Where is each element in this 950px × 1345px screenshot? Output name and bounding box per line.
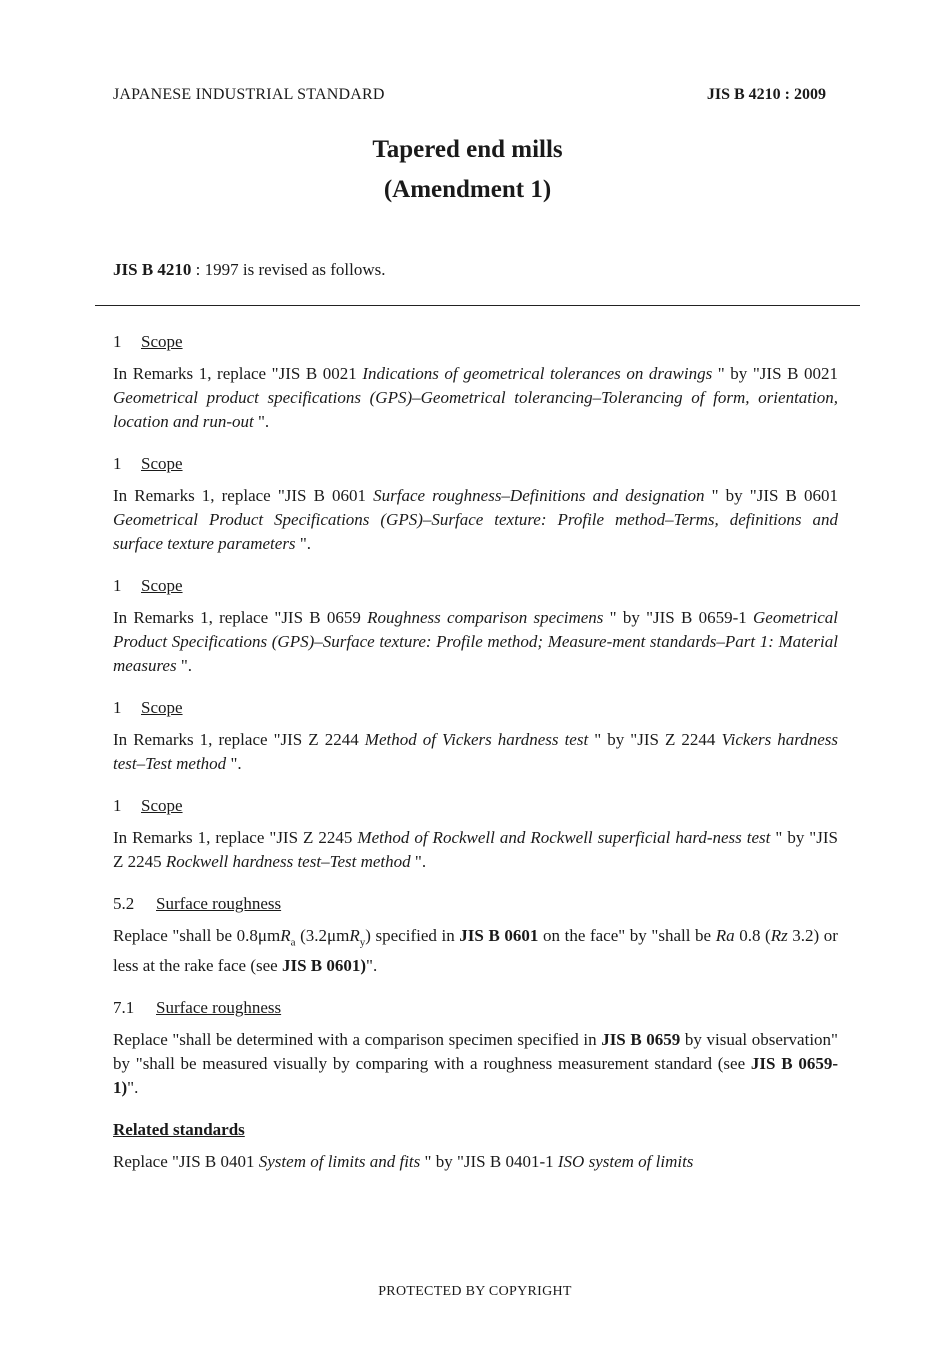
section-heading xyxy=(113,696,838,720)
section-heading xyxy=(113,996,838,1020)
copyright-footer: PROTECTED BY COPYRIGHT xyxy=(378,1284,572,1299)
intro-statement xyxy=(113,260,386,280)
standard-title-old: System of limits and fits xyxy=(258,1152,421,1172)
related-standards-heading: Related standards xyxy=(113,1120,245,1140)
section-heading xyxy=(113,892,838,916)
text-run: Replace "JIS B 0401 xyxy=(113,1152,259,1172)
section-paragraph xyxy=(113,826,838,874)
standard-reference: JIS B 0659-1) xyxy=(113,1054,838,1098)
text-run: " by "JIS B 0401-1 xyxy=(420,1152,558,1172)
text-run: In Remarks 1, replace "JIS B 0021 xyxy=(113,364,363,383)
symbol-subscript: y xyxy=(359,936,366,949)
section-heading xyxy=(113,330,838,354)
symbol-ra: Ra xyxy=(715,926,735,945)
document-body xyxy=(113,330,838,1192)
symbol-rz: Rz xyxy=(770,926,788,945)
standard-title-new: Geometrical Product Specifications (GPS)–Surface texture: Profile method–Terms, definitions and surface texture parameters xyxy=(113,510,838,553)
symbol-r: R xyxy=(280,926,291,945)
section-heading xyxy=(113,574,838,598)
text-run: 0.8 ( xyxy=(734,926,771,945)
section-name: Scope xyxy=(141,698,183,717)
header-divider xyxy=(95,305,860,306)
text-run: (3.2μm xyxy=(295,926,350,945)
text-run: by visual observation" by "shall be measured visually by comparing with a roughness measurement standard (see xyxy=(113,1030,838,1074)
section-number: 7.1 xyxy=(113,998,135,1018)
text-run: In Remarks 1, replace "JIS Z 2245 xyxy=(113,828,358,847)
section-name: Surface roughness xyxy=(156,894,282,913)
scope-section-1 xyxy=(113,330,838,434)
standard-title-old: Surface roughness–Definitions and designation xyxy=(373,486,705,505)
text-run: In Remarks 1, replace "JIS Z 2244 xyxy=(113,730,365,749)
standard-title-new: ISO system of limits xyxy=(557,1152,694,1172)
text-run: ". xyxy=(410,852,427,871)
section-paragraph xyxy=(113,1150,838,1174)
text-run: ". xyxy=(176,656,193,675)
section-paragraph xyxy=(113,484,838,556)
section-paragraph xyxy=(113,1028,838,1100)
section-name: Scope xyxy=(141,332,183,351)
standard-title-old: Roughness comparison specimens xyxy=(367,608,604,627)
text-run: ". xyxy=(295,534,312,553)
standard-reference: JIS B 0659 xyxy=(601,1030,681,1050)
section-name: Surface roughness xyxy=(156,998,282,1018)
standard-reference: JIS B 0601 xyxy=(459,926,539,945)
related-standards-section xyxy=(113,1118,838,1174)
intro-code: JIS B 4210 xyxy=(113,260,192,279)
section-paragraph xyxy=(113,924,838,978)
document-subtitle: (Amendment 1) xyxy=(383,176,552,203)
scope-section-4 xyxy=(113,696,838,776)
section-number: 1 xyxy=(113,796,122,815)
symbol-r: R xyxy=(349,926,360,945)
text-run: Replace "shall be determined with a comparison specimen specified in xyxy=(113,1030,602,1050)
text-run: 3.2) or less at the rake face (see xyxy=(113,926,838,976)
section-paragraph xyxy=(113,728,838,776)
text-run: " by "JIS B 0601 xyxy=(704,486,838,505)
document-title: Tapered end mills xyxy=(372,136,563,163)
section-heading xyxy=(113,794,838,818)
text-run: ". xyxy=(366,956,378,976)
section-paragraph xyxy=(113,362,838,434)
text-run: ". xyxy=(226,754,242,773)
symbol-subscript: a xyxy=(290,936,296,949)
text-run: In Remarks 1, replace "JIS B 0601 xyxy=(113,486,374,505)
standard-title-old: Indications of geometrical tolerances on drawings xyxy=(362,364,713,383)
text-run: " by "JIS Z 2244 xyxy=(588,730,722,749)
scope-section-5 xyxy=(113,794,838,874)
standard-title-new: Geometrical Product Specifications (GPS)–Surface texture: Profile method; Measure-ment standards–Part 1: Material measures xyxy=(113,608,838,675)
scope-section-2 xyxy=(113,452,838,556)
text-run: In Remarks 1, replace "JIS B 0659 xyxy=(113,608,368,627)
surface-roughness-section-7-1 xyxy=(113,996,838,1100)
scope-section-3 xyxy=(113,574,838,678)
section-name: Scope xyxy=(141,454,183,473)
standard-title-new: Geometrical product specifications (GPS)–Geometrical tolerancing–Tolerancing of form, orientation, location and run-out xyxy=(113,388,838,431)
section-number: 1 xyxy=(113,454,122,473)
section-name: Scope xyxy=(141,576,183,595)
standard-title-new: Rockwell hardness test–Test method xyxy=(165,852,411,871)
section-name: Scope xyxy=(141,796,183,815)
intro-text: : 1997 is revised as follows. xyxy=(191,260,386,279)
section-number: 1 xyxy=(113,698,122,717)
text-run: ". xyxy=(253,412,270,431)
text-run: ". xyxy=(127,1078,139,1098)
header-standard-label: JAPANESE INDUSTRIAL STANDARD xyxy=(113,86,385,103)
surface-roughness-section-5-2 xyxy=(113,892,838,978)
section-paragraph xyxy=(113,606,838,678)
text-run: ) specified in xyxy=(365,926,460,945)
standard-title-new: Vickers hardness test–Test method xyxy=(113,730,838,773)
text-run: on the face" by "shall be xyxy=(538,926,716,945)
header-standard-code: JIS B 4210 : 2009 xyxy=(706,86,826,103)
standard-reference: JIS B 0601) xyxy=(281,956,367,976)
text-run: Replace "shall be 0.8μm xyxy=(113,926,281,945)
text-run: " by "JIS Z 2245 xyxy=(113,828,838,871)
section-heading xyxy=(113,452,838,476)
standard-title-old: Method of Vickers hardness test xyxy=(364,730,589,749)
section-number: 5.2 xyxy=(113,894,135,913)
text-run: " by "JIS B 0021 xyxy=(712,364,838,383)
section-number: 1 xyxy=(113,332,122,351)
text-run: " by "JIS B 0659-1 xyxy=(603,608,753,627)
standard-title-old: Method of Rockwell and Rockwell superficial hard-ness test xyxy=(357,828,771,847)
section-number: 1 xyxy=(113,576,122,595)
